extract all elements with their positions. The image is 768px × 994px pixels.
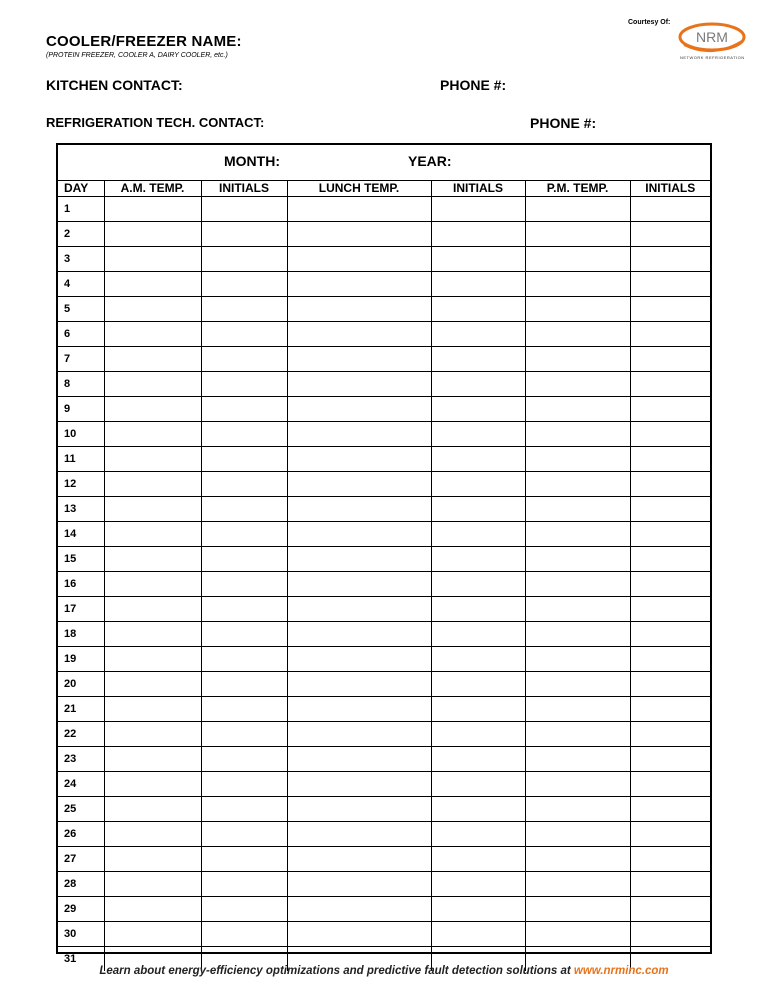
pm-initials-cell[interactable] [630,497,710,522]
pm-initials-cell[interactable] [630,722,710,747]
am-initials-cell[interactable] [201,447,287,472]
lunch-initials-cell[interactable] [431,672,525,697]
logo-subtext: NETWORK REFRIGERATION [680,55,745,60]
am-initials-cell[interactable] [201,772,287,797]
table-row [58,697,710,722]
table-row [58,672,710,697]
lunch-temp-cell[interactable] [287,522,431,547]
lunch-temp-cell[interactable] [287,297,431,322]
pm-temp-cell[interactable] [525,747,630,772]
lunch-temp-cell[interactable] [287,897,431,922]
pm-temp-cell[interactable] [525,872,630,897]
pm-temp-cell[interactable] [525,797,630,822]
kitchen-contact-label: KITCHEN CONTACT: [46,77,183,93]
am-initials-cell[interactable] [201,547,287,572]
lunch-temp-cell[interactable] [287,347,431,372]
day-number: 13 [58,497,104,522]
day-number: 18 [58,622,104,647]
day-number: 4 [58,272,104,297]
temperature-log [56,143,712,965]
lunch-initials-cell[interactable] [431,372,525,397]
day-number: 5 [58,297,104,322]
column-header-am-temp: A.M. TEMP. [104,180,201,197]
lunch-temp-cell[interactable] [287,222,431,247]
log-body [58,197,710,972]
lunch-initials-cell[interactable] [431,472,525,497]
day-number: 14 [58,522,104,547]
pm-initials-cell[interactable] [630,647,710,672]
am-initials-cell[interactable] [201,797,287,822]
lunch-temp-cell[interactable] [287,547,431,572]
pm-temp-cell[interactable] [525,822,630,847]
lunch-initials-cell[interactable] [431,272,525,297]
pm-temp-cell[interactable] [525,247,630,272]
pm-temp-cell[interactable] [525,847,630,872]
pm-initials-cell[interactable] [630,322,710,347]
am-initials-cell[interactable] [201,347,287,372]
table-row [58,322,710,347]
lunch-temp-cell[interactable] [287,197,431,222]
pm-initials-cell[interactable] [630,797,710,822]
pm-initials-cell[interactable] [630,272,710,297]
tech-contact-label: REFRIGERATION TECH. CONTACT: [46,115,265,130]
am-temp-cell[interactable] [104,422,201,447]
table-row [58,922,710,947]
lunch-initials-cell[interactable] [431,747,525,772]
pm-temp-cell[interactable] [525,547,630,572]
am-temp-cell[interactable] [104,622,201,647]
table-row [58,447,710,472]
lunch-initials-cell[interactable] [431,297,525,322]
am-initials-cell[interactable] [201,747,287,772]
lunch-initials-cell[interactable] [431,322,525,347]
lunch-temp-cell[interactable] [287,922,431,947]
am-temp-cell[interactable] [104,397,201,422]
am-temp-cell[interactable] [104,297,201,322]
pm-temp-cell[interactable] [525,372,630,397]
day-number: 31 [58,947,104,972]
am-initials-cell[interactable] [201,572,287,597]
table-row [58,197,710,222]
pm-initials-cell[interactable] [630,872,710,897]
table-row [58,497,710,522]
lunch-initials-cell[interactable] [431,822,525,847]
pm-temp-cell[interactable] [525,772,630,797]
pm-initials-cell[interactable] [630,547,710,572]
lunch-temp-cell[interactable] [287,472,431,497]
day-number: 17 [58,597,104,622]
day-number: 21 [58,697,104,722]
day-number: 2 [58,222,104,247]
pm-temp-cell[interactable] [525,322,630,347]
lunch-temp-cell[interactable] [287,597,431,622]
day-number: 10 [58,422,104,447]
am-initials-cell[interactable] [201,822,287,847]
table-row [58,522,710,547]
column-header-day: DAY [58,180,104,197]
kitchen-phone-label: PHONE #: [440,77,507,93]
lunch-initials-cell[interactable] [431,722,525,747]
am-initials-cell[interactable] [201,722,287,747]
am-initials-cell[interactable] [201,672,287,697]
table-row [58,422,710,447]
am-temp-cell[interactable] [104,222,201,247]
lunch-temp-cell[interactable] [287,772,431,797]
lunch-initials-cell[interactable] [431,522,525,547]
day-number: 15 [58,547,104,572]
month-label: MONTH: [224,153,280,169]
lunch-temp-cell[interactable] [287,372,431,397]
pm-temp-cell[interactable] [525,697,630,722]
table-row [58,847,710,872]
pm-initials-cell[interactable] [630,747,710,772]
cooler-examples-note: (PROTEIN FREEZER, COOLER A, DAIRY COOLER, etc.) [46,52,228,59]
pm-initials-cell[interactable] [630,197,710,222]
pm-temp-cell[interactable] [525,497,630,522]
pm-temp-cell[interactable] [525,672,630,697]
lunch-temp-cell[interactable] [287,572,431,597]
lunch-temp-cell[interactable] [287,497,431,522]
column-header-pm-temp: P.M. TEMP. [525,180,630,197]
table-row [58,472,710,497]
am-temp-cell[interactable] [104,197,201,222]
pm-initials-cell[interactable] [630,297,710,322]
lunch-temp-cell[interactable] [287,422,431,447]
pm-initials-cell[interactable] [630,422,710,447]
pm-temp-cell[interactable] [525,647,630,672]
lunch-temp-cell[interactable] [287,872,431,897]
day-number: 1 [58,197,104,222]
pm-initials-cell[interactable] [630,697,710,722]
column-header-lunch-temp: LUNCH TEMP. [287,180,431,197]
am-temp-cell[interactable] [104,647,201,672]
lunch-temp-cell[interactable] [287,272,431,297]
table-row [58,547,710,572]
pm-temp-cell[interactable] [525,897,630,922]
courtesy-label: Courtesy Of: [628,19,671,26]
pm-initials-cell[interactable] [630,672,710,697]
am-temp-cell[interactable] [104,797,201,822]
table-row [58,597,710,622]
pm-initials-cell[interactable] [630,822,710,847]
table-row [58,722,710,747]
table-row [58,822,710,847]
lunch-temp-cell[interactable] [287,397,431,422]
lunch-temp-cell[interactable] [287,847,431,872]
pm-temp-cell[interactable] [525,222,630,247]
table-row [58,622,710,647]
am-temp-cell[interactable] [104,447,201,472]
am-initials-cell[interactable] [201,897,287,922]
day-number: 24 [58,772,104,797]
table-header-row [58,180,710,197]
pm-temp-cell[interactable] [525,422,630,447]
am-initials-cell[interactable] [201,497,287,522]
day-number: 7 [58,347,104,372]
lunch-initials-cell[interactable] [431,622,525,647]
month-year-row [58,145,710,181]
am-initials-cell[interactable] [201,522,287,547]
lunch-temp-cell[interactable] [287,747,431,772]
lunch-initials-cell[interactable] [431,397,525,422]
lunch-initials-cell[interactable] [431,647,525,672]
pm-initials-cell[interactable] [630,597,710,622]
am-initials-cell[interactable] [201,397,287,422]
pm-initials-cell[interactable] [630,397,710,422]
pm-initials-cell[interactable] [630,222,710,247]
am-temp-cell[interactable] [104,697,201,722]
pm-temp-cell[interactable] [525,297,630,322]
am-temp-cell[interactable] [104,922,201,947]
am-temp-cell[interactable] [104,372,201,397]
table-row [58,747,710,772]
am-temp-cell[interactable] [104,322,201,347]
day-number: 27 [58,847,104,872]
day-number: 9 [58,397,104,422]
am-temp-cell[interactable] [104,672,201,697]
am-temp-cell[interactable] [104,847,201,872]
table-row [58,797,710,822]
am-temp-cell[interactable] [104,772,201,797]
table-row [58,772,710,797]
lunch-initials-cell[interactable] [431,772,525,797]
column-header-pm-initials: INITIALS [630,180,710,197]
am-temp-cell[interactable] [104,822,201,847]
am-initials-cell[interactable] [201,922,287,947]
table-row [58,872,710,897]
am-initials-cell[interactable] [201,847,287,872]
am-temp-cell[interactable] [104,747,201,772]
lunch-initials-cell[interactable] [431,697,525,722]
pm-initials-cell[interactable] [630,347,710,372]
lunch-initials-cell[interactable] [431,572,525,597]
table-row [58,397,710,422]
lunch-temp-cell[interactable] [287,672,431,697]
lunch-initials-cell[interactable] [431,447,525,472]
am-temp-cell[interactable] [104,497,201,522]
am-temp-cell[interactable] [104,247,201,272]
day-number: 20 [58,672,104,697]
pm-temp-cell[interactable] [525,447,630,472]
pm-temp-cell[interactable] [525,522,630,547]
footer-link[interactable]: www.nrminc.com [573,965,669,977]
column-header-lunch-initials: INITIALS [431,180,525,197]
column-header-am-initials: INITIALS [201,180,287,197]
am-temp-cell[interactable] [104,572,201,597]
pm-initials-cell[interactable] [630,572,710,597]
lunch-temp-cell[interactable] [287,322,431,347]
pm-initials-cell[interactable] [630,622,710,647]
lunch-temp-cell[interactable] [287,697,431,722]
pm-initials-cell[interactable] [630,372,710,397]
table-row [58,247,710,272]
am-initials-cell[interactable] [201,247,287,272]
day-number: 19 [58,647,104,672]
am-temp-cell[interactable] [104,597,201,622]
pm-initials-cell[interactable] [630,447,710,472]
day-number: 23 [58,747,104,772]
lunch-temp-cell[interactable] [287,822,431,847]
lunch-initials-cell[interactable] [431,847,525,872]
lunch-initials-cell[interactable] [431,797,525,822]
day-number: 22 [58,722,104,747]
day-number: 6 [58,322,104,347]
pm-temp-cell[interactable] [525,472,630,497]
footer-note [0,965,768,977]
day-number: 25 [58,797,104,822]
am-initials-cell[interactable] [201,272,287,297]
pm-initials-cell[interactable] [630,247,710,272]
am-temp-cell[interactable] [104,472,201,497]
table-row [58,572,710,597]
table-row [58,647,710,672]
am-initials-cell[interactable] [201,222,287,247]
table-row [58,372,710,397]
day-number: 26 [58,822,104,847]
pm-temp-cell[interactable] [525,597,630,622]
logo-text: NRM [696,29,728,45]
table-row [58,297,710,322]
pm-temp-cell[interactable] [525,197,630,222]
lunch-initials-cell[interactable] [431,897,525,922]
lunch-temp-cell[interactable] [287,722,431,747]
pm-initials-cell[interactable] [630,847,710,872]
pm-temp-cell[interactable] [525,922,630,947]
pm-temp-cell[interactable] [525,347,630,372]
am-initials-cell[interactable] [201,872,287,897]
day-number: 3 [58,247,104,272]
lunch-temp-cell[interactable] [287,247,431,272]
table-row [58,347,710,372]
am-temp-cell[interactable] [104,872,201,897]
footer-text: Learn about energy-efficiency optimizations and predictive fault detection solutions at [99,965,574,977]
am-temp-cell[interactable] [104,722,201,747]
year-label: YEAR: [408,153,452,169]
day-number: 30 [58,922,104,947]
day-number: 11 [58,447,104,472]
lunch-initials-cell[interactable] [431,222,525,247]
lunch-initials-cell[interactable] [431,422,525,447]
day-number: 29 [58,897,104,922]
temperature-log-table [58,180,710,971]
pm-initials-cell[interactable] [630,922,710,947]
lunch-initials-cell[interactable] [431,497,525,522]
am-temp-cell[interactable] [104,547,201,572]
lunch-temp-cell[interactable] [287,797,431,822]
table-row [58,272,710,297]
am-temp-cell[interactable] [104,347,201,372]
table-row [58,897,710,922]
am-temp-cell[interactable] [104,272,201,297]
day-number: 28 [58,872,104,897]
lunch-initials-cell[interactable] [431,547,525,572]
lunch-initials-cell[interactable] [431,922,525,947]
pm-initials-cell[interactable] [630,772,710,797]
am-initials-cell[interactable] [201,372,287,397]
lunch-temp-cell[interactable] [287,622,431,647]
pm-temp-cell[interactable] [525,622,630,647]
day-number: 12 [58,472,104,497]
table-row [58,222,710,247]
day-number: 16 [58,572,104,597]
am-initials-cell[interactable] [201,197,287,222]
am-temp-cell[interactable] [104,897,201,922]
am-initials-cell[interactable] [201,622,287,647]
pm-temp-cell[interactable] [525,397,630,422]
cooler-freezer-name-label: COOLER/FREEZER NAME: [46,33,242,50]
am-temp-cell[interactable] [104,522,201,547]
day-number: 8 [58,372,104,397]
lunch-initials-cell[interactable] [431,872,525,897]
pm-temp-cell[interactable] [525,572,630,597]
am-initials-cell[interactable] [201,322,287,347]
lunch-initials-cell[interactable] [431,347,525,372]
lunch-initials-cell[interactable] [431,247,525,272]
pm-initials-cell[interactable] [630,897,710,922]
pm-temp-cell[interactable] [525,272,630,297]
lunch-temp-cell[interactable] [287,647,431,672]
am-initials-cell[interactable] [201,597,287,622]
lunch-temp-cell[interactable] [287,447,431,472]
tech-phone-label: PHONE #: [530,115,597,131]
pm-temp-cell[interactable] [525,722,630,747]
am-initials-cell[interactable] [201,472,287,497]
am-initials-cell[interactable] [201,697,287,722]
lunch-initials-cell[interactable] [431,197,525,222]
pm-initials-cell[interactable] [630,472,710,497]
am-initials-cell[interactable] [201,297,287,322]
pm-initials-cell[interactable] [630,522,710,547]
lunch-initials-cell[interactable] [431,597,525,622]
am-initials-cell[interactable] [201,422,287,447]
am-initials-cell[interactable] [201,647,287,672]
